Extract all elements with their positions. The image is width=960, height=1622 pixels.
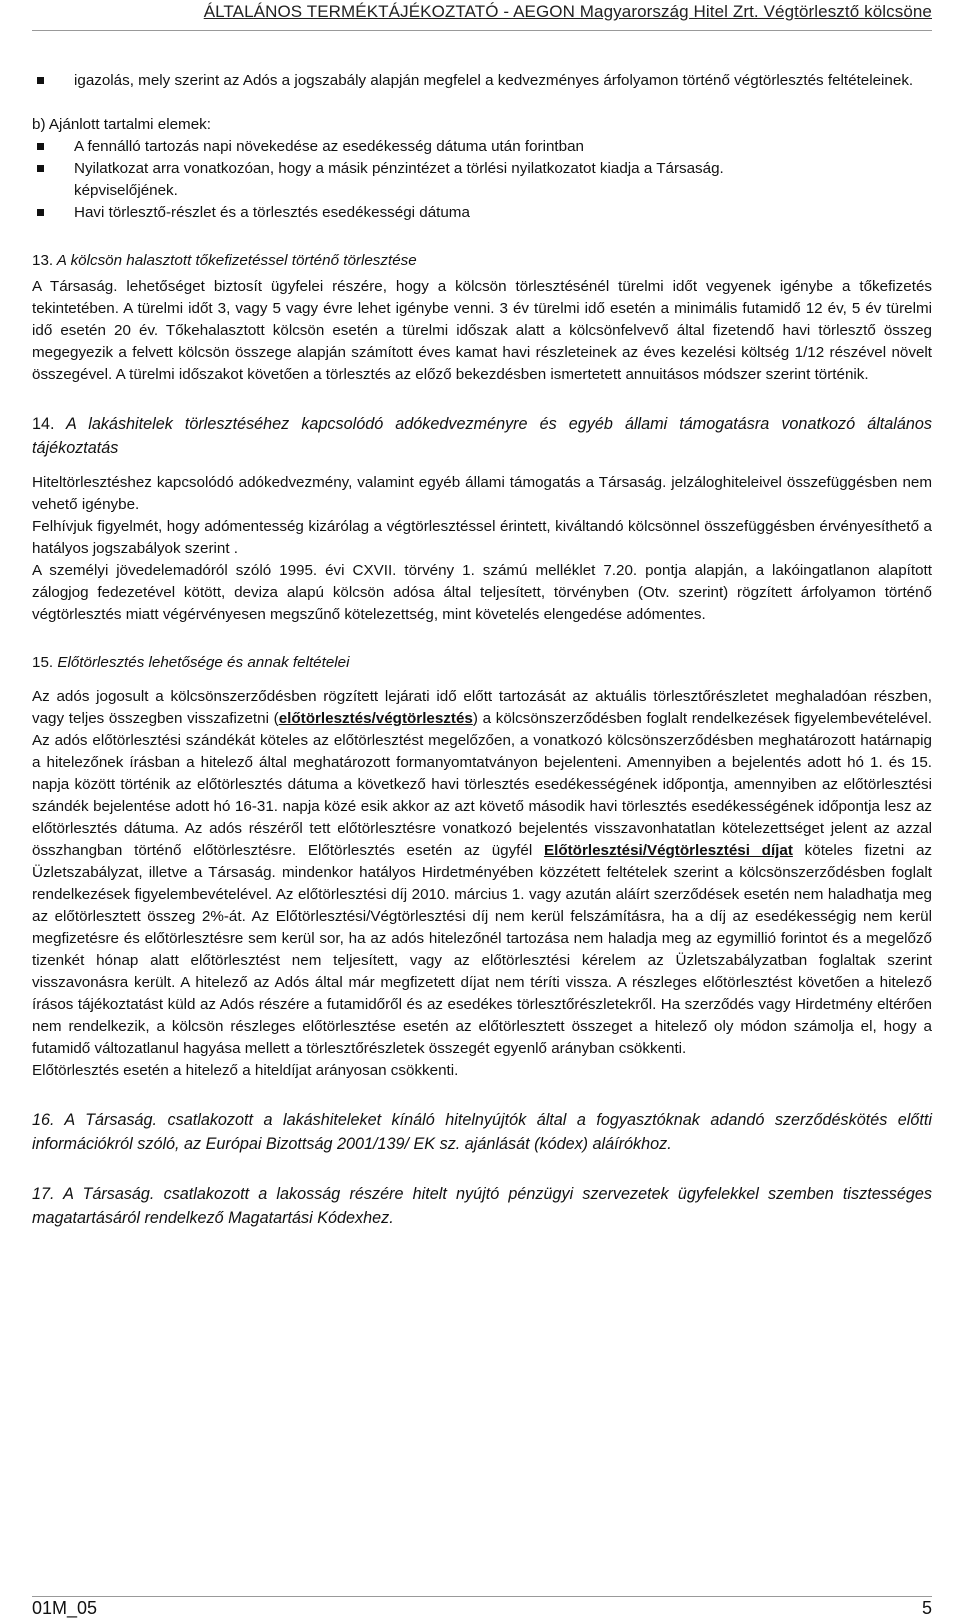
footer-doc-code: 01M_05 [32, 1598, 98, 1618]
body-text: Az adós jogosult a kölcsönszerződésben rögzített lejárati idő előtt tartozását az aktuális törlesztőrészletet meghaladóan részben, vagy teljes összegben visszafizetni ( [32, 688, 932, 727]
section-14-p3: A személyi jövedelemadóról szóló 1995. évi CXVII. törvény 1. számú melléklet 7.20. pontja alapján, a lakóingatlanon alapított zálogjog fedezetével kötött, deviza alapú kölcsön adósa által teljesített, törvényben (Otv. szerint) rögzített árfolyamon történő végtörlesztés miatt végérvényesen megszűnő kötelezettség, mint követelés elengedése adómentes. [32, 562, 932, 623]
list-item-continuation: képviselőjének. [74, 182, 178, 199]
section-14-p2: Felhívjuk figyelmét, hogy adómentesség kizárólag a végtörlesztéssel érintett, kiváltandó kölcsönnel összefüggésben érvényesíthető a hatályos jogszabályok szerint . [32, 518, 932, 557]
section-number: 13. [32, 252, 54, 269]
document-page [32, 0, 932, 1622]
list-item: igazolás, mely szerint az Adós a jogszabály alapján megfelel a kedvezményes árfolyamon történő végtörlesztés feltételeinek. [32, 70, 932, 92]
section-13-body: A Társaság. lehetőséget biztosít ügyfelei részére, hogy a kölcsön törlesztésénél türelmi időt vegyenek igénybe a tőkefizetés tekintetében. A türelmi időt 3, vagy 5 vagy évre lehet igénybe venni. 3 év türelmi idő esetén a minimális futamidő 12 év, 5 év türelmi idő esetén 20 év. Tőkehalasztott kölcsön esetén a türelmi időszak alatt a kölcsönfelvevő által fizetendő havi törlesztő összeg megegyezik a felvett kölcsön összege alapján számított éves kamat havi részleteinek az éves kezelési költség 1/12 részével növelt összegével. A türelmi időszakot követően a törlesztés az előző bekezdésben ismertetett annuitásos módszer szerint történik. [32, 278, 932, 383]
bullet-list-b-cont [32, 202, 932, 224]
header-rule [32, 30, 932, 31]
section-title: Előtörlesztés lehetősége és annak feltételei [57, 654, 350, 671]
document-body [32, 70, 932, 1230]
section-title: A kölcsön halasztott tőkefizetéssel történő törlesztése [56, 252, 417, 269]
section-15-body [32, 686, 932, 1060]
section-heading-15 [32, 652, 932, 674]
section-17: 17. A Társaság. csatlakozott a lakosság részére hitelt nyújtó pénzügyi szervezetek ügyfelekkel szemben tisztességes magatartásáról rendelkező Magatartási Kódexhez. [32, 1185, 932, 1227]
bold-term: Előtörlesztési/Végtörlesztési díjat [543, 842, 793, 859]
running-header: ÁLTALÁNOS TERMÉKTÁJÉKOZTATÓ - AEGON Magyarország Hitel Zrt. Végtörlesztő kölcsöne [203, 2, 932, 21]
bullet-list-b [32, 136, 932, 180]
section-15-last: Előtörlesztés esetén a hitelező a hiteldíjat arányosan csökkenti. [32, 1062, 459, 1079]
section-title: A lakáshitelek törlesztéséhez kapcsolódó adókedvezményre és egyéb állami támogatásra vonatkozó általános tájékoztatás [32, 415, 932, 457]
footer-page-number: 5 [921, 1598, 932, 1618]
section-number: 14. [32, 415, 55, 433]
list-item: A fennálló tartozás napi növekedése az esedékesség dátuma után forintban [32, 136, 932, 158]
body-text: köteles fizetni az Üzletszabályzat, illetve a Társaság. mindenkor hatályos Hirdetményében közzétett feltételek szerint a kölcsönszerződésben foglalt rendelkezések figyelembevételével. Az előtörlesztési díj 2010. március 1. vagy azután aláírt szerződések esetén nem haladhatja meg az előtörlesztett összeg 2%-át. Az Előtörlesztési/Végtörlesztési díj nem kerül felszámításra, ha a díj az esedékességig nem kerül megfizetésre és előtörlesztésre sem kerül sor, ha az adós hitelezőnél tartozása nem haladja meg az egymillió forintot és a megelőző tizenkét hónap alatt előtörlesztést nem teljesített, vagy az előtörlesztési kérelem az Üzletszabályzatban foglaltak szerint visszavonásra került. A hitelező az Adós által már megfizetett díjat nem téríti vissza. A részleges előtörlesztést követően a hitelező írásos tájékoztatást küld az Adós részére a futamidőről és az esedékes törlesztőrészletekről. Ha szerződés vagy Hirdetmény eltérően nem rendelkezik, a kölcsön részleges előtörlesztése esetén az előtörlesztett összeget a hitelező oly módon számolja el, hogy a futamidő változatlanul hagyása mellett a törlesztőrészletek összegét egyenlő arányban csökkenti. [32, 842, 932, 1057]
section-14-p1: Hiteltörlesztéshez kapcsolódó adókedvezmény, valamint egyéb állami támogatás a Társaság. jelzáloghiteleivel összefüggésben nem vehető igénybe. [32, 474, 932, 513]
footer-rule [32, 1596, 932, 1597]
section-16: 16. A Társaság. csatlakozott a lakáshiteleket kínáló hitelnyújtók által a fogyasztóknak adandó szerződéskötés előtti információkról szóló, az Európai Bizottság 2001/139/ EK sz. ajánlását (kódex) aláírókhoz. [32, 1111, 932, 1153]
bold-term: előtörlesztés/végtörlesztés [278, 710, 473, 727]
section-b-title: b) Ajánlott tartalmi elemek: [32, 116, 211, 133]
section-number: 15. [32, 654, 54, 671]
bullet-list-top [32, 70, 932, 92]
body-text: ) a kölcsönszerződésben foglalt rendelkezések figyelembevételével. Az adós előtörlesztési szándékát köteles az előtörlesztést megelőzően, a vonatkozó kölcsönszerződésben meghatározott határnapig a hitelezőnek írásban a hitelező által meghatározott formanyomtatványon bejelenteni. Amennyiben a bejelentés adott hó 1. és 15. napja között történik az előtörlesztés dátuma a következő havi törlesztés esedékességének időpontja, amennyiben az előtörlesztési szándék bejelentése adott hó 16-31. napja közé esik akkor az azt követő második havi törlesztés esedékességének időpontja lesz az előtörlesztés dátuma. Az adós részéről tett előtörlesztésre vonatkozó bejelentés visszavonhatatlan kötelezettséget jelent az azzal összhangban történő előtörlesztésre. Előtörlesztés esetén az ügyfél [32, 710, 932, 859]
section-heading-13 [32, 250, 932, 272]
list-item: Nyilatkozat arra vonatkozóan, hogy a másik pénzintézet a törlési nyilatkozatot kiadja a Társaság. [32, 158, 932, 180]
section-heading-14 [32, 412, 932, 460]
list-item: Havi törlesztő-részlet és a törlesztés esedékességi dátuma [32, 202, 932, 224]
